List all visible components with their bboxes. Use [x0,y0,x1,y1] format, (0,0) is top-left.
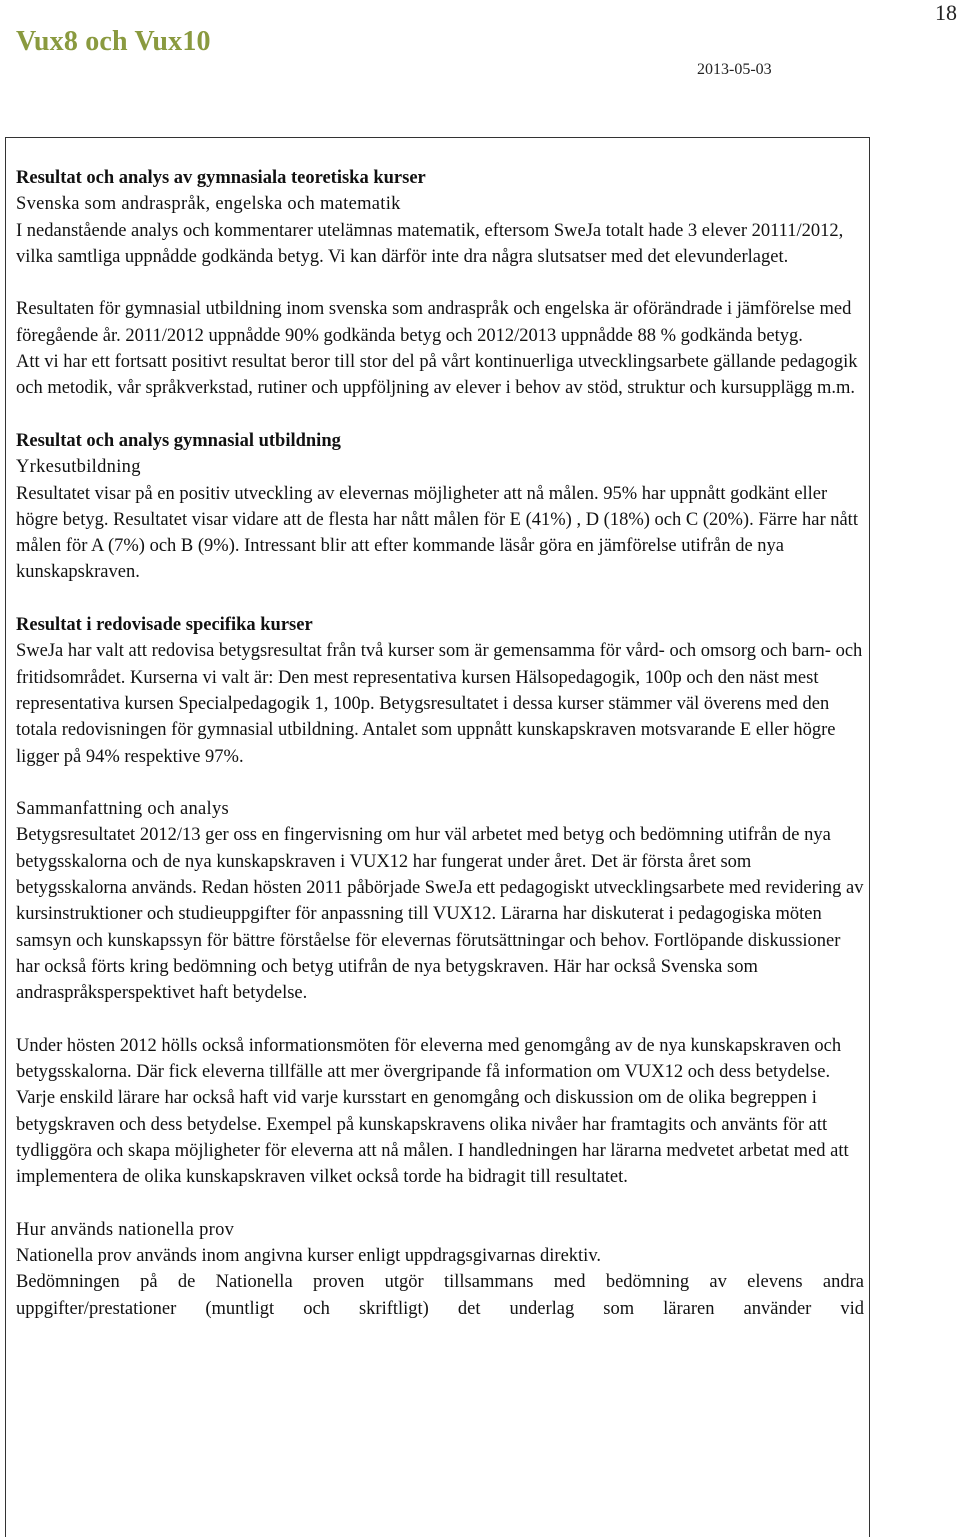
paragraph-yrkesutbildning: Resultatet visar på en positiv utveckling av elevernas möjligheter att nå målen. 95% har uppnått godkänt eller högre betyg. Resultatet visar vidare att de flesta har nått målen för E (41%) , D (18%) och C (20%). Färre har nått målen för A (7%) och B (9%). Intressant blir att efter kommande läsår göra en jämförelse utifrån de nya kunskapskraven. [16,483,858,583]
paragraph-matematik: I nedanstående analys och kommentarer utelämnas matematik, eftersom SweJa totalt hade 3 elever 20111/2012, vilka samtliga uppnådde godkända betyg. Vi kan därför inte dra några slutsatser med det elevunderlaget. [16,220,844,267]
section-subheading-teoretiska: Svenska som andraspråk, engelska och matematik [16,194,401,215]
section-heading-specifika: Resultat i redovisade specifika kurser [16,615,313,636]
paragraph-resultaten: Resultaten för gymnasial utbildning inom svenska som andraspråk och engelska är oförändrade i jämförelse med föregående år. 2011/2012 uppnådde 90% godkända betyg och 2012/2013 uppnådde 88 % godkända betyg. [16,299,852,346]
section-heading-gymnasial: Resultat och analys gymnasial utbildning [16,430,341,451]
page-number: 18 [935,0,957,25]
section-subheading-nationella-prov: Hur används nationella prov [16,1219,235,1240]
paragraph-positivt-resultat: Att vi har ett fortsatt positivt resultat beror till stor del på vårt kontinuerliga utvecklingsarbete gällande pedagogik och metodik, vår språkverkstad, rutiner och uppföljning av elever i behov av stöd, struktur och kursupplägg m.m. [16,352,858,399]
document-date: 2013-05-03 [697,61,772,78]
section-subheading-yrkesutbildning: Yrkesutbildning [16,457,141,478]
section-subheading-sammanfattning: Sammanfattning och analys [16,799,230,820]
paragraph-nationella-prov: Nationella prov används inom angivna kurser enligt uppdragsgivarnas direktiv. [16,1246,601,1267]
paragraph-hosten-2012: Under hösten 2012 hölls också informationsmöten för eleverna med genomgång av de nya kunskapskraven och betygsskalorna. Där fick eleverna tillfälle att mer övergripande få information om VUX12 och dess betydelse. Varje enskild lärare har också haft vid varje kursstart en genomgång och diskussion om de olika begreppen i betygskraven och dess betydelse. Exempel på kunskapskravens olika nivåer har framtagits och använts för att tydliggöra och skapa möjligheter för eleverna att nå målen. I handledningen har lärarna medvetet arbetat med att implementera de olika kunskapskraven vilket också torde ha bidragit till resultatet. [16,1035,849,1188]
paragraph-bedomningen-line2: uppgifter/prestationer (muntligt och skriftligt) det underlag som läraren använder vid [16,1298,864,1319]
page-header [0,0,960,90]
document-title: Vux8 och Vux10 [16,26,211,57]
paragraph-bedomningen-line1: Bedömningen på de Nationella proven utgör tillsammans med bedömning av elevens andra [16,1272,864,1293]
document-body [16,165,864,1322]
paragraph-specifika-kurser: SweJa har valt att redovisa betygsresultat från två kurser som är gemensamma för vård- och omsorg och barn- och fritidsområdet. Kurserna vi valt är: Den mest representativa kursen Hälsopedagogik, 100p och den näst mest representativa kursen Specialpedagogik 1, 100p. Betygsresultatet i dessa kurser stämmer väl överens med den totala redovisningen för gymnasial utbildning. Antalet som uppnått kunskapskraven motsvarande E eller högre ligger på 94% respektive 97%. [16,641,863,767]
section-heading-teoretiska: Resultat och analys av gymnasiala teoretiska kurser [16,168,426,188]
paragraph-betygsresultatet: Betygsresultatet 2012/13 ger oss en fingervisning om hur väl arbetet med betyg och bedömning utifrån de nya betygsskalorna och de nya kunskapskraven i VUX12 har fungerat under året. Det är första året som betygsskalorna används. Redan hösten 2011 påbörjade SweJa ett pedagogiskt utvecklingsarbete med revidering av kursinstruktioner och studieuppgifter för anpassning till VUX12. Lärarna har diskuterat i pedagogiska möten samsyn och kunskapssyn för bättre förståelse för elevernas förutsättningar och behov. Fortlöpande diskussioner har också förts kring bedömning och betyg utifrån de nya betygskraven. Här har också Svenska som andraspråksperspektivet haft betydelse. [16,825,864,1004]
